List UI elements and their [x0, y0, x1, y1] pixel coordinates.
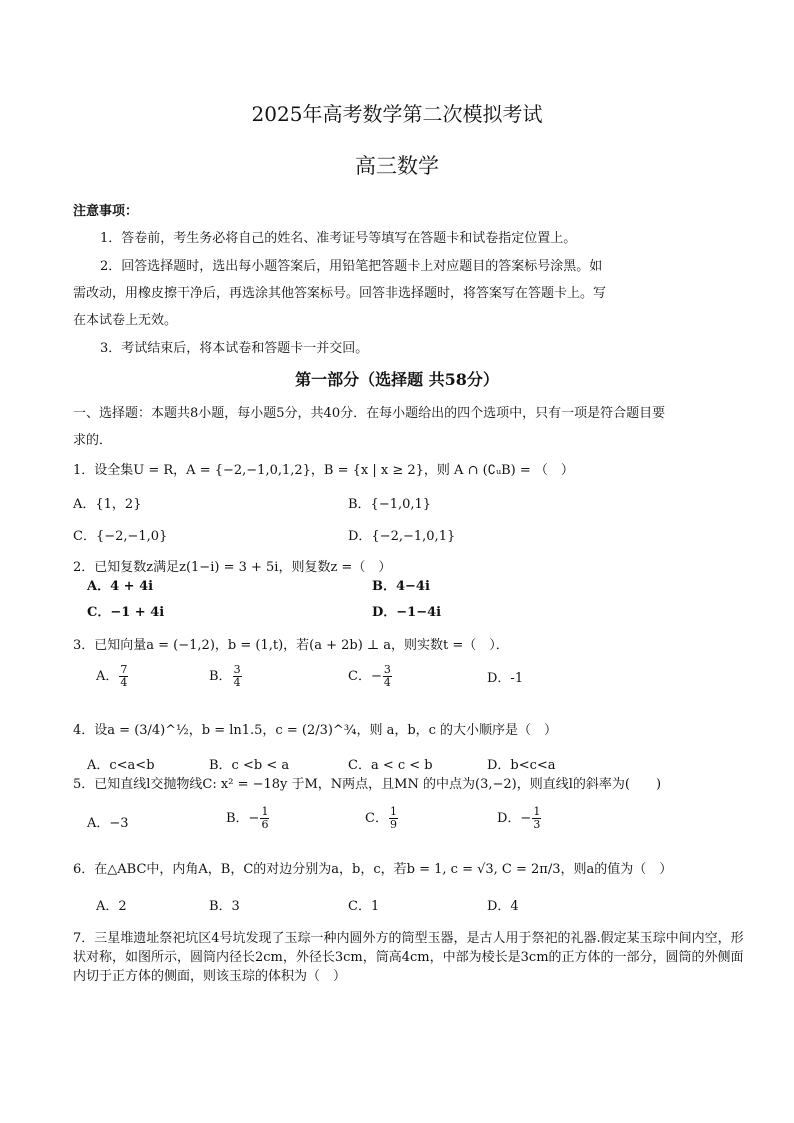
exam-title: 2025年高考数学第二次模拟考试 [251, 102, 543, 126]
q3-option-c [348, 664, 393, 689]
q5-option-c-label: C． [365, 811, 388, 826]
notice-heading: 注意事项： [73, 204, 139, 219]
q3-option-d: D．-1 [487, 671, 524, 686]
q5-option-d [497, 806, 542, 831]
q3-a-denominator: 4 [120, 676, 128, 689]
q2-option-c: C．−1 + 4i [87, 605, 165, 620]
q3-option-b-label: B． [209, 669, 232, 684]
q5-d-numerator: 1 [533, 805, 541, 818]
q5-b-numerator: 1 [261, 805, 269, 818]
q4-option-d: D．b<c<a [487, 758, 556, 773]
q3-option-a [96, 664, 129, 689]
q7-stem: 7．三星堆遗址祭祀坑区4号坑发现了玉琮一种内圆外方的筒型玉器，是古人用于祭祀的礼器.假定某玉琮中间内空，形状对称，如图所示，圆筒内径长2cm，外径长3cm，筒高4cm，中部为棱长是3cm的正方体的一部分，圆筒的外侧面内切于正方体的侧面，则该玉琮的体积为（ ） [73, 931, 744, 984]
q5-d-denominator: 3 [533, 818, 541, 831]
q3-a-numerator: 7 [120, 663, 128, 676]
q4-option-b: B．c <b < a [209, 758, 290, 773]
q4-stem-values: a = (3/4)^½，b = ln1.5，c = (2/3)^¾ [107, 723, 357, 738]
q6-option-a: A．2 [96, 899, 127, 914]
q3-option-c-label: C．− [348, 669, 382, 684]
q5-stem: 5．已知直线l交抛物线C: x² = −18y 于M，N两点，且MN 的中点为(3,−2)，则直线l的斜率为( ) [73, 777, 662, 792]
q3-option-a-fraction [119, 664, 128, 689]
q6-option-d: D．4 [487, 899, 519, 914]
q4-stem [73, 722, 557, 740]
q3-option-b [209, 664, 243, 689]
q2-option-b: B．4−4i [372, 579, 430, 594]
q3-option-a-label: A． [96, 669, 119, 684]
notice-item-2-line-2: 需改动，用橡皮擦干净后，再选涂其他答案标号。回答非选择题时，将答案写在答题卡上。写 [73, 286, 607, 301]
q6-option-b: B．3 [209, 899, 240, 914]
q5-c-numerator: 1 [389, 805, 397, 818]
q1-option-c: C．{−2,−1,0} [73, 529, 168, 544]
q5-option-c [365, 806, 399, 831]
q2-stem: 2．已知复数z满足z(1−i) = 3 + 5i，则复数z =（ ） [73, 560, 392, 575]
q5-option-d-fraction [532, 806, 541, 831]
q1-option-b: B．{−1,0,1} [348, 497, 432, 512]
q1-option-a: A．{1，2} [73, 497, 142, 512]
section-instructions-line-1: 一、选择题：本题共8小题，每小题5分，共40分．在每小题给出的四个选项中，只有一项是符合题目要 [73, 406, 666, 421]
q5-b-denominator: 6 [261, 818, 269, 831]
q4-option-c: C．a < c < b [348, 758, 433, 773]
q5-option-a: A．−3 [87, 816, 129, 831]
q5-c-denominator: 9 [389, 818, 397, 831]
q5-option-b-label: B．− [226, 811, 260, 826]
notice-item-2-line-3: 在本试卷上无效。 [73, 313, 178, 328]
notice-item-1: 1．答卷前，考生务必将自己的姓名、准考证号等填写在答题卡和试卷指定位置上。 [100, 231, 577, 246]
q5-option-c-fraction [389, 806, 398, 831]
section-title: 第一部分（选择题 共58分） [295, 370, 499, 389]
q1-stem: 1．设全集U = R，A = {−2,−1,0,1,2}，B = {x | x ≥ 2}，则 A ∩ (∁ᵤB) = （ ） [73, 463, 574, 478]
q4-option-a: A．c<a<b [87, 758, 155, 773]
q3-c-numerator: 3 [383, 663, 391, 676]
q4-stem-suffix: ，则 a，b，c 的大小顺序是（ ） [356, 723, 558, 738]
q3-c-denominator: 4 [383, 676, 391, 689]
q3-b-numerator: 3 [233, 663, 241, 676]
q4-stem-prefix: 4．设 [73, 723, 108, 738]
q3-b-denominator: 4 [233, 676, 241, 689]
q5-option-b-fraction [260, 806, 269, 831]
section-instructions-line-2: 求的． [73, 433, 113, 448]
q2-option-d: D．−1−4i [372, 605, 442, 620]
q6-stem: 6．在△ABC中，内角A，B，C的对边分别为a，b，c，若b = 1, c = √3, C = 2π/3，则a的值为（ ） [73, 862, 673, 877]
q3-stem: 3．已知向量a = (−1,2)，b = (1,t)，若(a + 2b) ⊥ a，则实数t =（ ）． [73, 638, 509, 653]
q2-option-a: A．4 + 4i [87, 579, 154, 594]
q3-option-c-fraction [383, 664, 392, 689]
notice-item-3: 3．考试结束后，将本试卷和答题卡一并交回。 [100, 341, 369, 356]
exam-subtitle: 高三数学 [355, 154, 439, 178]
q6-option-c: C．1 [348, 899, 380, 914]
q5-option-d-label: D．− [497, 811, 532, 826]
q3-option-b-fraction [233, 664, 242, 689]
q5-option-b [226, 806, 270, 831]
notice-item-2-line-1: 2．回答选择题时，选出每小题答案后，用铅笔把答题卡上对应题目的答案标号涂黑。如 [100, 259, 603, 274]
q1-option-d: D．{−2,−1,0,1} [348, 529, 456, 544]
